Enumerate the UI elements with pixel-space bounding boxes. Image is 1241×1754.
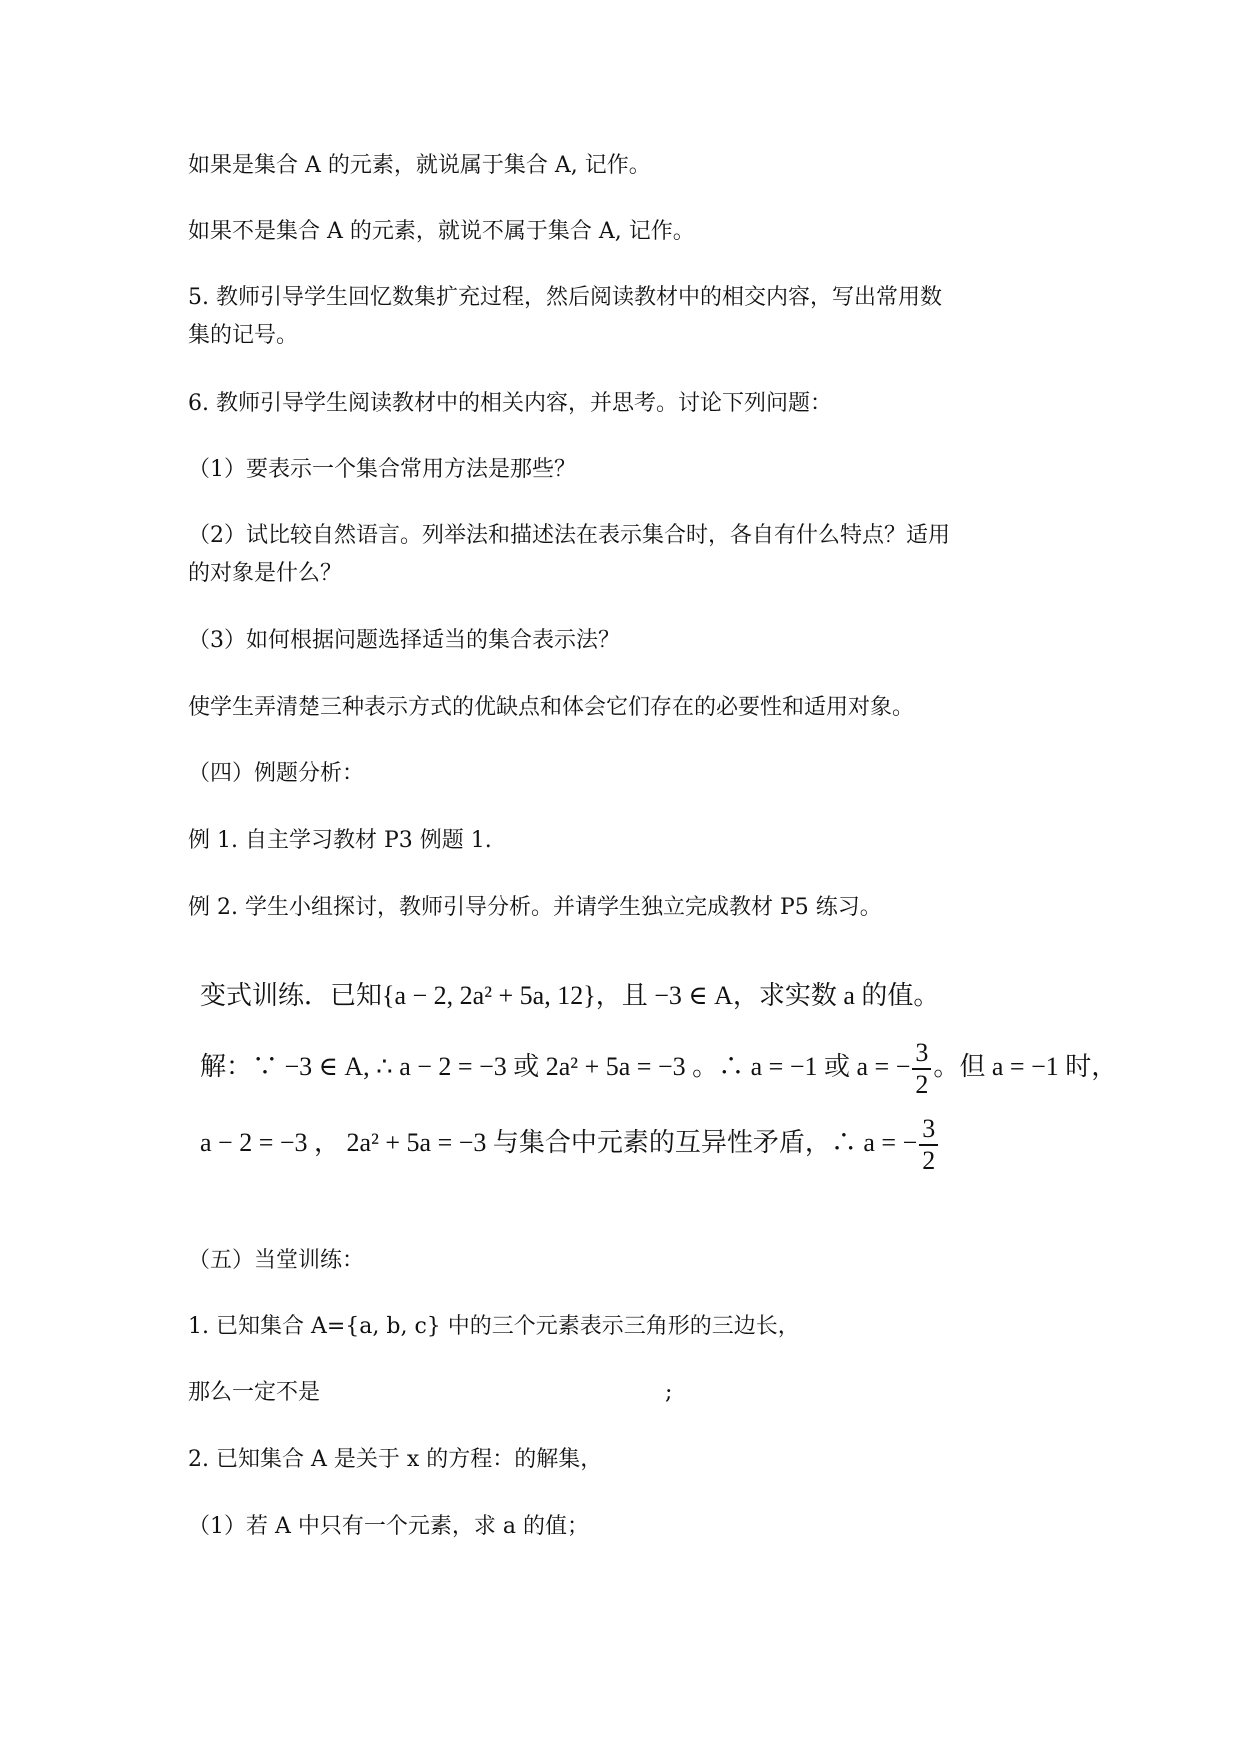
- fraction-numerator: 3: [919, 1114, 938, 1146]
- text-line: 如果是集合 A 的元素，就说属于集合 A, 记作。: [188, 153, 651, 178]
- text-line: 2. 已知集合 A 是关于 x 的方程：的解集，: [188, 1447, 603, 1472]
- text-line: 例 2. 学生小组探讨，教师引导分析。并请学生独立完成教材 P5 练习。: [188, 895, 882, 920]
- text-line: 使学生弄清楚三种表示方式的优缺点和体会它们存在的必要性和适用对象。: [188, 695, 915, 720]
- blank-terminator: ;: [665, 1380, 673, 1405]
- text-line: （1）若 A 中只有一个元素，求 a 的值；: [188, 1514, 589, 1539]
- fraction: [912, 1038, 931, 1100]
- math-solution-line: [200, 1038, 1117, 1100]
- math-solution-text: 解：∵ −3 ∈ A, ∴ a − 2 = −3 或 2a² + 5a = −3 。∴ a = −1 或 a = −: [200, 1051, 911, 1081]
- text-line: （3）如何根据问题选择适当的集合表示法？: [188, 628, 620, 653]
- text-line: 集的记号。: [188, 323, 299, 348]
- text-line: 1. 已知集合 A={a, b, c} 中的三个元素表示三角形的三边长，: [188, 1314, 800, 1339]
- section-heading: （四）例题分析：: [188, 761, 365, 786]
- text-line: 如果不是集合 A 的元素，就说不属于集合 A, 记作。: [188, 219, 695, 244]
- section-heading: （五）当堂训练：: [188, 1248, 365, 1273]
- text-line: （1）要表示一个集合常用方法是那些？: [188, 457, 576, 482]
- fraction-denominator: 2: [922, 1146, 936, 1175]
- fraction: [919, 1114, 938, 1176]
- text-line: 5. 教师引导学生回忆数集扩充过程，然后阅读教材中的相交内容，写出常用数: [188, 285, 942, 310]
- text-line: 6. 教师引导学生阅读教材中的相关内容，并思考。讨论下列问题：: [188, 391, 832, 416]
- text-line: 那么一定不是: [188, 1380, 321, 1405]
- math-solution-text: 。但 a = −1 时，: [933, 1051, 1118, 1081]
- math-solution-line: [200, 1114, 940, 1176]
- text-line: 的对象是什么？: [188, 561, 343, 586]
- math-solution-text: a − 2 = −3 ， 2a² + 5a = −3 与集合中元素的互异性矛盾，∴ a = −: [200, 1127, 918, 1157]
- fraction-denominator: 2: [915, 1070, 929, 1099]
- math-problem-line: 变式训练．已知{a − 2, 2a² + 5a, 12}，且 −3 ∈ A，求实数 a 的值。: [200, 981, 940, 1010]
- text-line: （2）试比较自然语言。列举法和描述法在表示集合时，各自有什么特点？适用: [188, 523, 950, 548]
- fraction-numerator: 3: [912, 1038, 931, 1070]
- text-line: 例 1. 自主学习教材 P3 例题 1.: [188, 828, 492, 853]
